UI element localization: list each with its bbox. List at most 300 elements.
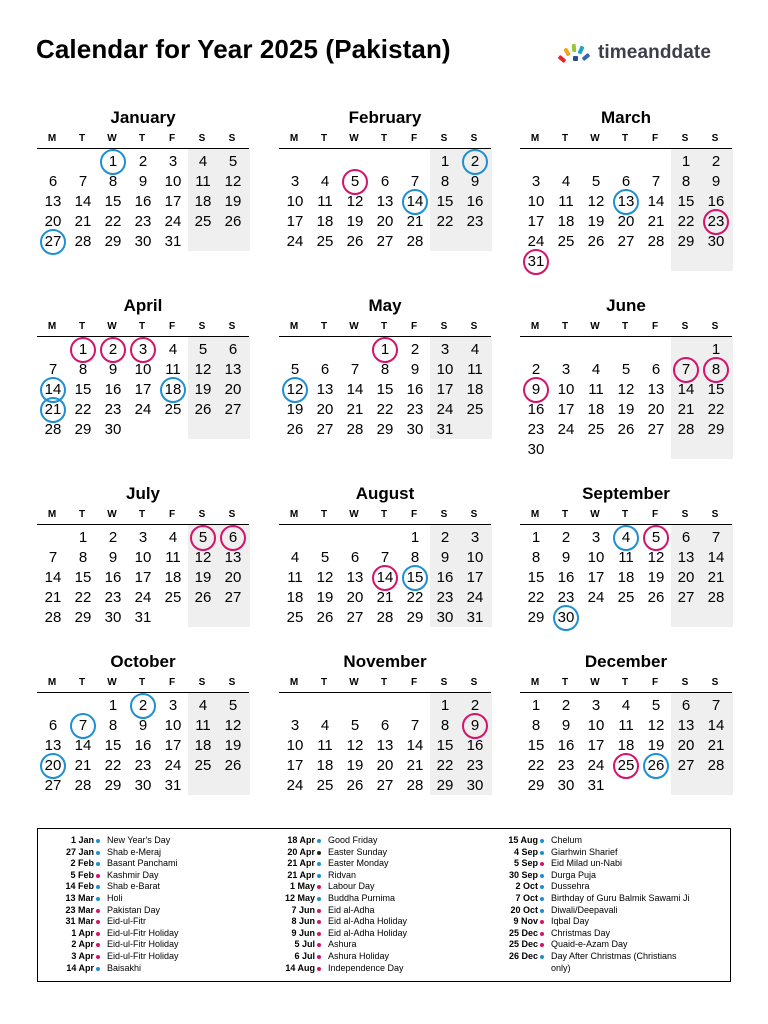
day-cell xyxy=(701,716,731,736)
day-cell xyxy=(460,212,490,232)
weekday-label: T xyxy=(380,677,388,688)
holiday-name: Eid al-Adha Holiday xyxy=(328,927,408,938)
day-number: 9 xyxy=(138,173,148,190)
day-number: 28 xyxy=(346,421,364,438)
day-number: 15 xyxy=(376,381,394,398)
day-cell xyxy=(460,528,490,548)
holiday-name: Ashura Holiday xyxy=(328,950,390,961)
weekday-label: S xyxy=(198,321,206,332)
day-cell xyxy=(370,716,400,736)
day-cell xyxy=(280,588,310,608)
day-cell xyxy=(188,528,218,548)
day-number: 5 xyxy=(621,361,631,378)
day-number: 8 xyxy=(78,549,88,566)
day-number: 25 xyxy=(557,233,575,250)
day-cell xyxy=(128,232,158,252)
day-number: 13 xyxy=(44,193,62,210)
day-number: 21 xyxy=(376,589,394,606)
day-cell xyxy=(128,528,158,548)
weekday-label: W xyxy=(107,677,117,688)
day-cell xyxy=(551,420,581,440)
day-cell xyxy=(430,736,460,756)
day-number: 4 xyxy=(320,173,330,190)
day-number: 12 xyxy=(286,381,304,398)
day-cell xyxy=(38,400,68,420)
day-number: 26 xyxy=(647,757,665,774)
day-cell xyxy=(370,756,400,776)
day-number: 4 xyxy=(168,529,178,546)
day-number: 2 xyxy=(561,529,571,546)
day-cell xyxy=(68,192,98,212)
day-number: 29 xyxy=(436,777,454,794)
weekday-label: T xyxy=(380,133,388,144)
day-cell xyxy=(581,548,611,568)
day-number: 2 xyxy=(561,697,571,714)
day-cell xyxy=(38,716,68,736)
weekday-label: S xyxy=(470,321,478,332)
day-number: 1 xyxy=(78,529,88,546)
weekday-label: F xyxy=(410,321,418,332)
day-number: 19 xyxy=(224,193,242,210)
day-cell xyxy=(128,548,158,568)
holiday-name: Basant Panchami xyxy=(107,858,178,869)
weekday-label: M xyxy=(289,677,299,688)
weekday-label: S xyxy=(711,321,719,332)
day-cell xyxy=(551,776,581,796)
day-cell xyxy=(521,252,551,272)
day-number: 2 xyxy=(108,341,118,358)
day-number: 23 xyxy=(707,213,725,230)
day-cell xyxy=(460,548,490,568)
day-number: 30 xyxy=(406,421,424,438)
day-cell xyxy=(218,716,248,736)
holiday-name: New Year's Day xyxy=(107,835,171,845)
day-cell xyxy=(68,380,98,400)
day-cell xyxy=(460,716,490,736)
day-cell xyxy=(551,400,581,420)
day-number: 2 xyxy=(470,697,480,714)
holiday-name: Eid-ul-Fitr Holiday xyxy=(107,950,179,961)
holiday-name: Labour Day xyxy=(328,881,375,892)
holiday-name: Holi xyxy=(107,892,123,903)
day-number: 4 xyxy=(168,341,178,358)
holiday-bullet-icon xyxy=(96,874,100,878)
weekday-label: W xyxy=(590,321,600,332)
day-cell xyxy=(611,756,641,776)
day-number: 8 xyxy=(410,549,420,566)
day-cell xyxy=(98,548,128,568)
day-number: 9 xyxy=(711,173,721,190)
day-number: 4 xyxy=(470,341,480,358)
day-cell xyxy=(68,756,98,776)
day-cell xyxy=(128,400,158,420)
day-number: 21 xyxy=(707,569,725,586)
day-cell xyxy=(521,212,551,232)
day-number: 19 xyxy=(194,569,212,586)
holiday-date: 18 Apr xyxy=(287,835,315,845)
weekday-label: S xyxy=(198,133,206,144)
holiday-name: Eid Milad un-Nabi xyxy=(551,858,623,869)
weekday-label: F xyxy=(651,677,659,688)
day-number: 14 xyxy=(74,193,92,210)
holiday-bullet-icon xyxy=(540,874,544,878)
day-cell xyxy=(400,192,430,212)
day-cell xyxy=(611,696,641,716)
day-cell xyxy=(158,696,188,716)
day-cell xyxy=(98,192,128,212)
day-cell xyxy=(611,588,641,608)
day-cell xyxy=(218,212,248,232)
day-number: 21 xyxy=(74,213,92,230)
day-cell xyxy=(701,548,731,568)
month-title: December xyxy=(584,652,668,671)
day-cell xyxy=(98,172,128,192)
weekday-label: T xyxy=(320,677,328,688)
weekday-label: F xyxy=(651,133,659,144)
month-title: November xyxy=(343,652,427,671)
day-cell xyxy=(188,400,218,420)
day-number: 8 xyxy=(380,361,390,378)
day-number: 12 xyxy=(346,193,364,210)
day-cell xyxy=(701,400,731,420)
day-number: 15 xyxy=(74,569,92,586)
day-cell xyxy=(340,420,370,440)
day-number: 23 xyxy=(466,213,484,230)
day-number: 19 xyxy=(647,737,665,754)
day-cell xyxy=(641,360,671,380)
day-number: 30 xyxy=(436,609,454,626)
day-cell xyxy=(98,568,128,588)
day-number: 20 xyxy=(677,569,695,586)
day-number: 29 xyxy=(74,421,92,438)
day-cell xyxy=(460,340,490,360)
weekday-label: T xyxy=(621,677,629,688)
day-number: 25 xyxy=(164,401,182,418)
day-cell xyxy=(430,192,460,212)
day-cell xyxy=(68,568,98,588)
weekday-label: W xyxy=(349,677,359,688)
day-number: 25 xyxy=(286,609,304,626)
day-cell xyxy=(430,608,460,628)
day-number: 28 xyxy=(74,777,92,794)
day-cell xyxy=(671,548,701,568)
day-number: 10 xyxy=(134,549,152,566)
day-number: 21 xyxy=(74,757,92,774)
day-number: 27 xyxy=(677,757,695,774)
weekday-label: W xyxy=(107,509,117,520)
day-number: 12 xyxy=(316,569,334,586)
day-number: 11 xyxy=(618,717,634,734)
day-cell xyxy=(581,696,611,716)
day-cell xyxy=(641,756,671,776)
day-number: 17 xyxy=(134,569,152,586)
weekday-label: M xyxy=(289,321,299,332)
day-cell xyxy=(370,776,400,796)
day-cell xyxy=(671,736,701,756)
holiday-name: Eid al-Adha xyxy=(328,904,375,915)
day-number: 24 xyxy=(557,421,575,438)
day-number: 15 xyxy=(527,737,545,754)
day-cell xyxy=(218,400,248,420)
day-cell xyxy=(611,400,641,420)
day-cell xyxy=(218,548,248,568)
day-cell xyxy=(158,152,188,172)
day-number: 19 xyxy=(647,569,665,586)
day-number: 16 xyxy=(134,737,152,754)
day-number: 16 xyxy=(707,193,725,210)
weekday-label: T xyxy=(561,677,569,688)
day-number: 28 xyxy=(406,233,424,250)
weekday-header xyxy=(37,133,249,147)
day-number: 23 xyxy=(527,421,545,438)
day-cell xyxy=(280,232,310,252)
day-cell xyxy=(701,756,731,776)
day-number: 26 xyxy=(346,233,364,250)
day-cell xyxy=(460,736,490,756)
day-number: 26 xyxy=(647,589,665,606)
day-cell xyxy=(521,528,551,548)
day-number: 16 xyxy=(104,569,122,586)
day-number: 9 xyxy=(531,381,541,398)
day-number: 30 xyxy=(134,233,152,250)
day-cell xyxy=(370,212,400,232)
day-cell xyxy=(641,528,671,548)
day-number: 16 xyxy=(436,569,454,586)
day-number: 9 xyxy=(410,361,420,378)
day-number: 15 xyxy=(104,193,122,210)
day-cell xyxy=(310,588,340,608)
day-cell xyxy=(98,212,128,232)
day-number: 9 xyxy=(108,361,118,378)
day-number: 5 xyxy=(651,697,661,714)
month-title: March xyxy=(600,108,652,127)
day-cell xyxy=(641,172,671,192)
weekday-label: T xyxy=(621,133,629,144)
day-cell xyxy=(551,380,581,400)
holiday-bullet-icon xyxy=(540,920,544,924)
day-number: 6 xyxy=(380,717,390,734)
day-number: 27 xyxy=(376,777,394,794)
day-number: 14 xyxy=(406,737,424,754)
day-cell xyxy=(340,588,370,608)
day-number: 16 xyxy=(557,569,575,586)
day-number: 31 xyxy=(527,253,545,270)
day-number: 7 xyxy=(711,529,721,546)
weekday-label: T xyxy=(380,509,388,520)
holiday-bullet-icon xyxy=(540,955,544,959)
day-number: 4 xyxy=(561,173,571,190)
day-cell xyxy=(280,756,310,776)
day-number: 20 xyxy=(376,757,394,774)
day-cell xyxy=(641,588,671,608)
month-title: May xyxy=(368,296,402,315)
day-cell xyxy=(310,548,340,568)
weekday-label: M xyxy=(47,677,57,688)
day-number: 11 xyxy=(287,569,303,586)
day-number: 10 xyxy=(164,173,182,190)
day-number: 20 xyxy=(44,757,62,774)
day-number: 14 xyxy=(707,549,725,566)
day-number: 25 xyxy=(617,757,635,774)
day-cell xyxy=(611,212,641,232)
holiday-name: Easter Sunday xyxy=(328,846,388,857)
day-number: 15 xyxy=(436,737,454,754)
holiday-date: 9 Jun xyxy=(291,927,315,938)
day-cell xyxy=(460,192,490,212)
header-divider xyxy=(520,148,732,149)
day-number: 20 xyxy=(44,213,62,230)
holiday-bullet-icon xyxy=(540,909,544,913)
month-title: February xyxy=(348,108,422,127)
day-cell xyxy=(521,548,551,568)
day-cell xyxy=(641,232,671,252)
day-cell xyxy=(701,360,731,380)
day-number: 12 xyxy=(617,381,635,398)
holiday-name: Easter Monday xyxy=(328,858,389,869)
weekday-label: M xyxy=(530,677,540,688)
day-number: 1 xyxy=(440,153,450,170)
weekday-label: S xyxy=(470,509,478,520)
holiday-date: 2 Feb xyxy=(70,858,94,869)
day-cell xyxy=(400,776,430,796)
day-cell xyxy=(521,440,551,460)
day-number: 2 xyxy=(711,153,721,170)
day-number: 30 xyxy=(104,421,122,438)
day-number: 27 xyxy=(44,233,62,250)
day-cell xyxy=(340,756,370,776)
day-cell xyxy=(218,192,248,212)
day-cell xyxy=(430,400,460,420)
weekday-label: T xyxy=(561,321,569,332)
day-number: 23 xyxy=(134,213,152,230)
timeanddate-logo-icon xyxy=(556,39,596,67)
weekday-label: F xyxy=(168,321,176,332)
day-cell xyxy=(460,568,490,588)
day-cell xyxy=(611,548,641,568)
weekday-label: S xyxy=(470,677,478,688)
day-cell xyxy=(280,548,310,568)
day-cell xyxy=(310,420,340,440)
day-cell xyxy=(671,152,701,172)
day-number: 17 xyxy=(466,569,484,586)
day-cell xyxy=(581,420,611,440)
day-cell xyxy=(430,212,460,232)
day-cell xyxy=(98,152,128,172)
day-number: 18 xyxy=(587,401,605,418)
day-cell xyxy=(370,380,400,400)
day-number: 17 xyxy=(164,193,182,210)
header-divider xyxy=(279,148,491,149)
day-cell xyxy=(581,716,611,736)
weekday-header xyxy=(37,509,249,523)
day-number: 6 xyxy=(228,529,238,546)
day-number: 22 xyxy=(74,589,92,606)
day-cell xyxy=(671,756,701,776)
day-number: 10 xyxy=(134,361,152,378)
day-number: 27 xyxy=(376,233,394,250)
holiday-name: Christmas Day xyxy=(551,927,611,938)
day-number: 13 xyxy=(376,737,394,754)
day-number: 9 xyxy=(561,549,571,566)
day-cell xyxy=(310,736,340,756)
holiday-name: Ashura xyxy=(328,939,357,950)
day-number: 20 xyxy=(224,569,242,586)
holiday-date: 6 Jul xyxy=(294,950,315,961)
day-number: 31 xyxy=(587,777,605,794)
day-number: 24 xyxy=(164,213,182,230)
weekday-label: F xyxy=(168,677,176,688)
day-cell xyxy=(98,696,128,716)
holiday-name: Chelum xyxy=(551,835,583,845)
day-number: 18 xyxy=(194,193,212,210)
day-number: 28 xyxy=(376,609,394,626)
holiday-date: 20 Apr xyxy=(287,846,315,857)
day-number: 12 xyxy=(587,193,605,210)
day-cell xyxy=(551,360,581,380)
weekday-label: T xyxy=(621,509,629,520)
day-number: 27 xyxy=(44,777,62,794)
day-cell xyxy=(370,400,400,420)
day-number: 31 xyxy=(164,233,182,250)
day-number: 26 xyxy=(587,233,605,250)
weekday-header xyxy=(520,321,732,335)
day-number: 3 xyxy=(591,697,601,714)
day-number: 12 xyxy=(647,717,665,734)
day-number: 19 xyxy=(224,737,242,754)
day-number: 22 xyxy=(527,589,545,606)
day-number: 28 xyxy=(677,421,695,438)
day-number: 26 xyxy=(346,777,364,794)
header-divider xyxy=(37,148,249,149)
day-number: 11 xyxy=(317,193,333,210)
day-cell xyxy=(430,776,460,796)
day-cell xyxy=(641,548,671,568)
day-number: 29 xyxy=(677,233,695,250)
day-cell xyxy=(158,588,188,608)
holiday-date: 4 Sep xyxy=(513,846,538,857)
day-number: 9 xyxy=(138,717,148,734)
day-cell xyxy=(188,568,218,588)
day-cell xyxy=(611,192,641,212)
day-cell xyxy=(280,568,310,588)
weekday-label: F xyxy=(410,677,418,688)
day-number: 4 xyxy=(198,153,208,170)
day-cell xyxy=(38,420,68,440)
holiday-date: 25 Dec xyxy=(508,927,538,938)
day-number: 17 xyxy=(587,569,605,586)
day-cell xyxy=(188,756,218,776)
day-cell xyxy=(400,528,430,548)
day-cell xyxy=(218,696,248,716)
day-number: 2 xyxy=(470,153,480,170)
day-cell xyxy=(611,716,641,736)
holiday-bullet-icon xyxy=(540,897,544,901)
holiday-bullet-icon xyxy=(96,897,100,901)
holiday-bullet-icon xyxy=(317,909,321,913)
day-number: 24 xyxy=(527,233,545,250)
day-cell xyxy=(38,192,68,212)
day-cell xyxy=(671,360,701,380)
day-cell xyxy=(581,380,611,400)
day-number: 13 xyxy=(224,549,242,566)
day-cell xyxy=(218,172,248,192)
day-number: 5 xyxy=(228,697,238,714)
day-cell xyxy=(98,736,128,756)
logo[interactable] xyxy=(556,39,711,67)
day-number: 20 xyxy=(346,589,364,606)
day-number: 18 xyxy=(557,213,575,230)
day-cell xyxy=(641,568,671,588)
